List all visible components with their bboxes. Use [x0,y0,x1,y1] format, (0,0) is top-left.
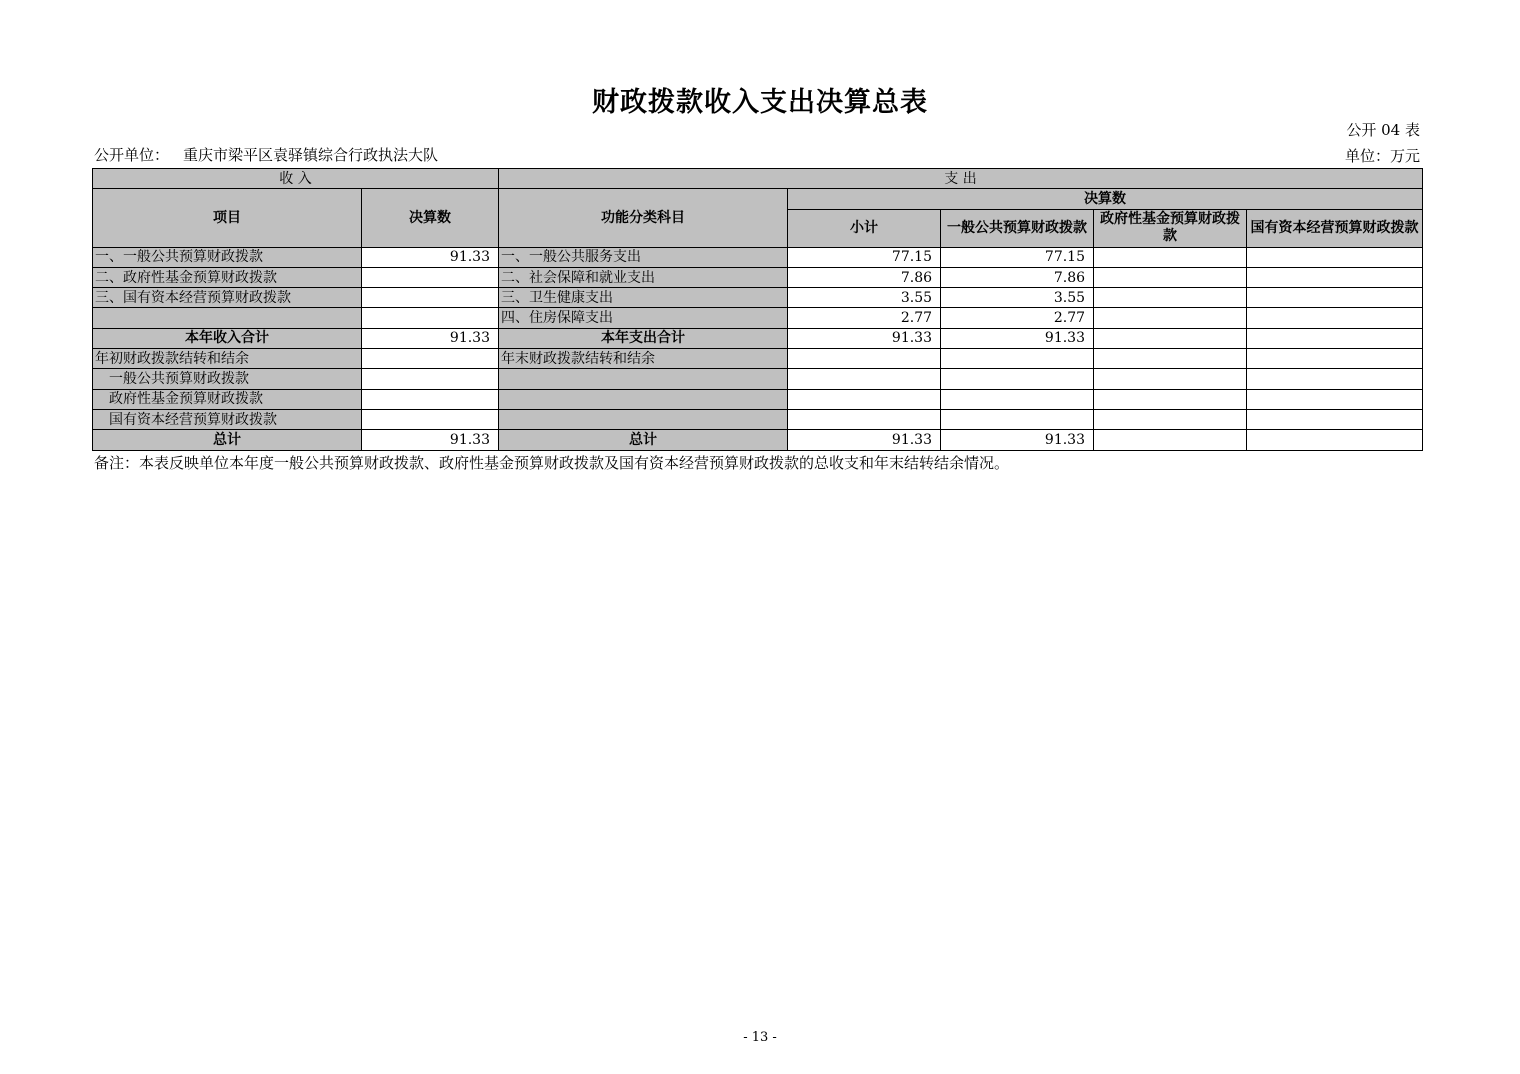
income-item: 一般公共预算财政拨款 [93,369,362,389]
expense-subtotal: 3.55 [788,288,941,308]
func-class-header: 功能分类科目 [499,189,788,247]
expense-state-capital [1247,349,1423,369]
table-note: 备注：本表反映单位本年度一般公共预算财政拨款、政府性基金预算财政拨款及国有资本经营预算财政拨款的总收支和年末结转结余情况。 [94,454,1010,472]
income-amount: 91.33 [362,247,499,267]
income-item: 政府性基金预算财政拨款 [93,389,362,409]
income-item: 二、政府性基金预算财政拨款 [93,267,362,287]
table-row [93,349,1423,369]
table-row [93,409,1423,429]
gov-fund-header: 政府性基金预算财政拨款 [1094,209,1247,247]
expense-year-total-label: 本年支出合计 [499,328,788,348]
expense-gov-fund [1094,430,1247,450]
income-year-total-label: 本年收入合计 [93,328,362,348]
table-row [93,288,1423,308]
expense-item [499,369,788,389]
page-title: 财政拨款收入支出决算总表 [592,87,928,118]
expense-item: 年末财政拨款结转和结余 [499,349,788,369]
table-row [93,267,1423,287]
expense-general [941,369,1094,389]
expense-gov-fund [1094,247,1247,267]
table-number: 公开 04 表 [1346,121,1420,139]
expense-subtotal [788,389,941,409]
reporting-unit-name: 重庆市梁平区袁驿镇综合行政执法大队 [183,146,439,164]
reporting-unit-label: 公开单位： [94,146,170,164]
expense-general: 2.77 [941,308,1094,328]
expense-gov-fund [1094,267,1247,287]
expense-subtotal: 7.86 [788,267,941,287]
expense-item: 三、卫生健康支出 [499,288,788,308]
expense-subtotal [788,369,941,389]
expense-state-capital [1247,409,1423,429]
expense-item [499,409,788,429]
income-amount [362,369,499,389]
expense-general: 91.33 [941,430,1094,450]
page-number: - 13 - [743,1030,777,1045]
expense-state-capital [1247,267,1423,287]
expense-state-capital [1247,288,1423,308]
expense-gov-fund [1094,288,1247,308]
income-item: 国有资本经营预算财政拨款 [93,409,362,429]
expense-subtotal [788,349,941,369]
income-grand-total-label: 总计 [93,430,362,450]
expense-general: 3.55 [941,288,1094,308]
expense-general [941,409,1094,429]
expense-subtotal: 2.77 [788,308,941,328]
expense-general [941,349,1094,369]
income-item: 一、一般公共预算财政拨款 [93,247,362,267]
table-row [93,389,1423,409]
item-header: 项目 [93,189,362,247]
expense-gov-fund [1094,409,1247,429]
expense-state-capital [1247,369,1423,389]
expense-grand-total-label: 总计 [499,430,788,450]
income-header: 收 入 [93,169,499,189]
expense-gov-fund [1094,328,1247,348]
table-row [93,247,1423,267]
state-capital-header: 国有资本经营预算财政拨款 [1247,209,1423,247]
income-year-total: 91.33 [362,328,499,348]
expense-subtotal: 91.33 [788,430,941,450]
table-row [93,369,1423,389]
income-amount [362,349,499,369]
expense-general: 7.86 [941,267,1094,287]
expense-state-capital [1247,247,1423,267]
final-amount-header: 决算数 [788,189,1423,209]
income-item: 三、国有资本经营预算财政拨款 [93,288,362,308]
income-amount [362,409,499,429]
table-row [93,308,1423,328]
expense-subtotal [788,409,941,429]
currency-unit: 单位：万元 [1344,147,1420,165]
amount-header: 决算数 [362,189,499,247]
income-amount [362,308,499,328]
expense-gov-fund [1094,308,1247,328]
expense-state-capital [1247,389,1423,409]
expense-general: 91.33 [941,328,1094,348]
income-amount [362,288,499,308]
expense-header: 支 出 [499,169,1423,189]
income-amount [362,267,499,287]
expense-state-capital [1247,308,1423,328]
expense-gov-fund [1094,369,1247,389]
expense-gov-fund [1094,389,1247,409]
expense-item: 二、社会保障和就业支出 [499,267,788,287]
expense-general [941,389,1094,409]
expense-item: 四、住房保障支出 [499,308,788,328]
general-budget-header: 一般公共预算财政拨款 [941,209,1094,247]
income-item: 年初财政拨款结转和结余 [93,349,362,369]
expense-subtotal: 77.15 [788,247,941,267]
expense-state-capital [1247,328,1423,348]
table-row-year-total [93,328,1423,348]
income-grand-total: 91.33 [362,430,499,450]
expense-general: 77.15 [941,247,1094,267]
expense-gov-fund [1094,349,1247,369]
expense-item [499,389,788,409]
income-item [93,308,362,328]
income-amount [362,389,499,409]
expense-item: 一、一般公共服务支出 [499,247,788,267]
expense-state-capital [1247,430,1423,450]
expense-subtotal: 91.33 [788,328,941,348]
table-row-grand-total [93,430,1423,450]
subtotal-header: 小计 [788,209,941,247]
budget-table [92,168,1423,451]
reporting-unit [94,144,438,165]
